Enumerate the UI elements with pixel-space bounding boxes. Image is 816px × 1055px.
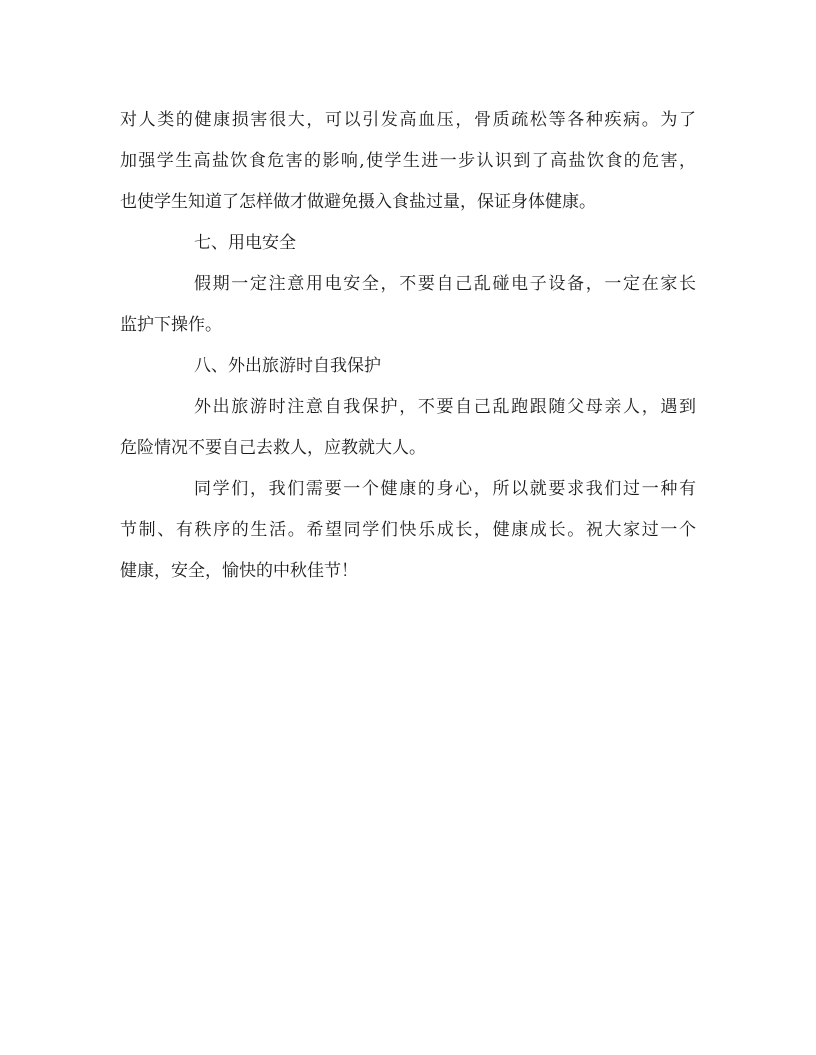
text-line: 健康，安全，愉快的中秋佳节！	[120, 561, 358, 581]
section-heading: 七、用电安全	[194, 233, 296, 253]
heading-travel-safety	[120, 346, 696, 387]
text-line: 加强学生高盐饮食危害的影响,使学生进一步认识到了高盐饮食的危害，	[120, 151, 696, 171]
paragraph-travel-safety	[120, 387, 696, 469]
text-line: 监护下操作。	[120, 315, 222, 335]
heading-electric-safety	[120, 223, 696, 264]
document-page	[120, 100, 696, 592]
text-line: 假期一定注意用电安全，不要自己乱碰电子设备，一定在家长	[194, 274, 696, 294]
text-line: 节制、有秩序的生活。希望同学们快乐成长，健康成长。祝大家过一个	[120, 520, 696, 540]
text-line: 危险情况不要自己去救人，应教就大人。	[120, 438, 426, 458]
text-line: 也使学生知道了怎样做才做避免摄入食盐过量，保证身体健康。	[120, 192, 596, 212]
paragraph-electric-safety	[120, 264, 696, 346]
text-line: 外出旅游时注意自我保护，不要自己乱跑跟随父母亲人，遇到	[194, 397, 696, 417]
paragraph-closing	[120, 469, 696, 592]
paragraph-salt-health	[120, 100, 696, 223]
text-line: 对人类的健康损害很大，可以引发高血压，骨质疏松等各种疾病。为了	[120, 110, 696, 130]
text-line: 同学们，我们需要一个健康的身心，所以就要求我们过一种有	[194, 479, 696, 499]
section-heading: 八、外出旅游时自我保护	[194, 356, 381, 376]
